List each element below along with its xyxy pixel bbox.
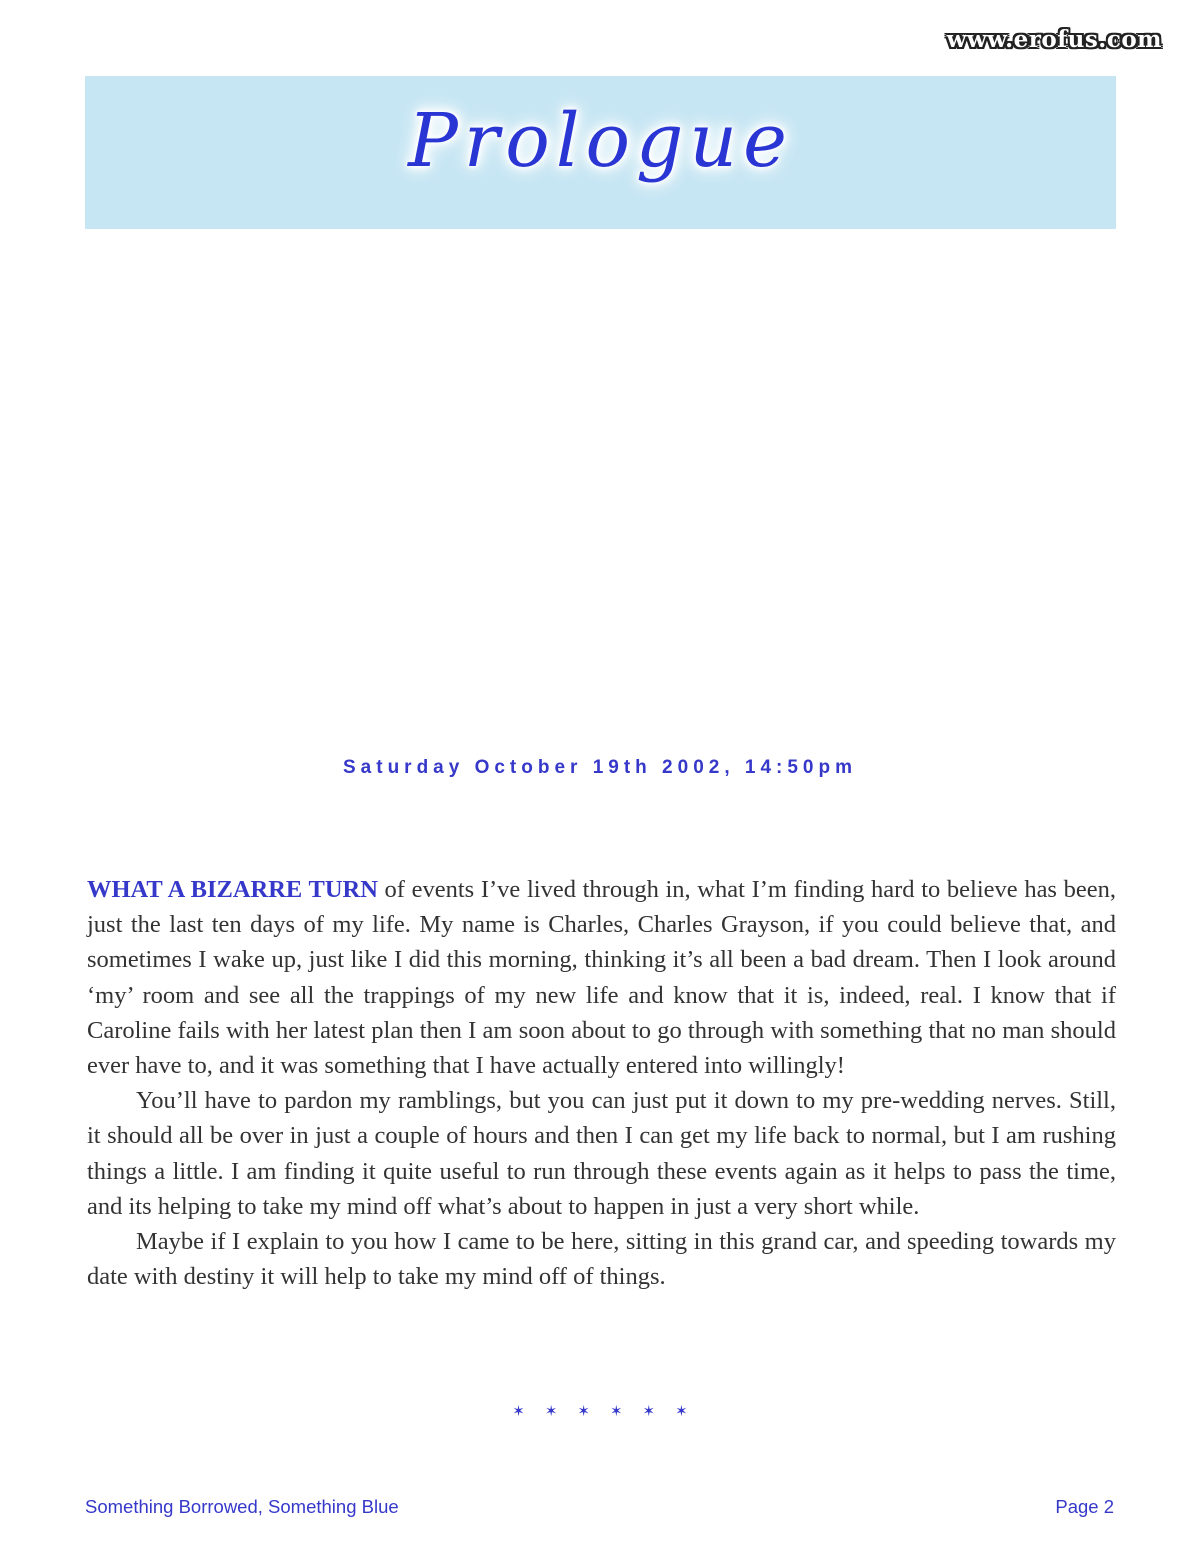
footer-book-title: Something Borrowed, Something Blue	[85, 1496, 399, 1517]
chapter-title: Prologue	[408, 98, 793, 184]
section-separator-stars: ✶✶✶✶✶✶	[512, 1402, 708, 1420]
story-body	[87, 872, 1116, 1294]
chapter-banner	[85, 76, 1116, 229]
date-line: Saturday October 19th 2002, 14:50pm	[343, 757, 857, 778]
watermark: www.erofus.com	[946, 26, 1162, 53]
story-paragraph-1	[87, 872, 1116, 1083]
paragraph-text: of events I’ve lived through in, what I’m finding hard to believe has been, just the last ten days of my life. My name is Charles, Charles Grayson, if you could believe that, and sometimes I wake up, just like I did this morning, thinking it’s all been a bad dream. Then I look around ‘my’ room and see all the trappings of my new life and know that it is, indeed, real. I know that if Caroline fails with her latest plan then I am soon about to go through with something that no man should ever have to, and it was something that I have actually entered into willingly!	[87, 876, 1116, 1080]
footer-page-number: Page 2	[1055, 1496, 1114, 1517]
lead-in-text: WHAT A BIZARRE TURN	[87, 876, 378, 903]
story-paragraph-2: You’ll have to pardon my ramblings, but you can just put it down to my pre-wedding nerves. Still, it should all be over in just a couple of hours and then I can get my life back to normal, but I am rushing things a little. I am finding it quite useful to run through these events again as it helps to pass the time, and its helping to take my mind off what’s about to happen in just a very short while.	[87, 1087, 1116, 1220]
story-paragraph-3: Maybe if I explain to you how I came to be here, sitting in this grand car, and speeding towards my date with destiny it will help to take my mind off of things.	[87, 1228, 1116, 1291]
